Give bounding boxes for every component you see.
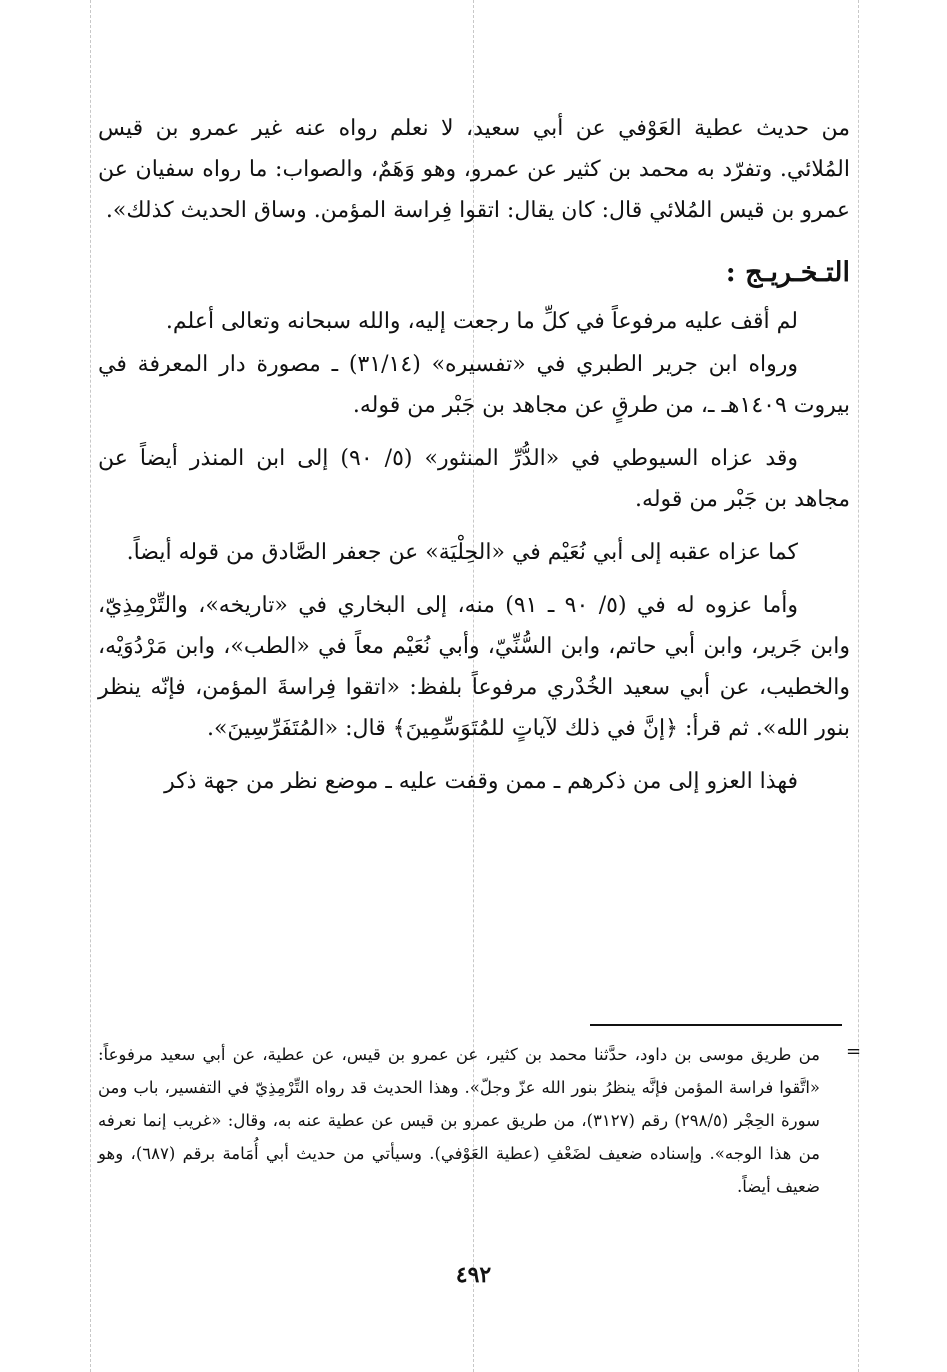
continuation-paragraph: من حديث عطية العَوْفي عن أبي سعيد، لا نعلم رواه عنه غير عمرو بن قيس المُلائي. وتفرّد به محمد بن كثير عن عمرو، وهو وَهَمٌ، والصواب: ما رواه سفيان عن عمرو بن قيس المُلائي قال: كان يقال: اتقوا فِراسة المؤمن. وساق الحديث كذلك». bbox=[98, 116, 851, 223]
takhrij-paragraph: وأما عزوه له في (٥/ ٩٠ ـ ٩١) منه، إلى البخاري في «تاريخه»، والتِّرْمِذِيّ، وابن جَرير، وابن أبي حاتم، وابن السُّنِّيّ، وأبي نُعَيْم معاً في «الطب»، وابن مَرْدُوَيْه، والخطيب، عن أبي سعيد الخُدْري مرفوعاً بلفظ: «اتقوا فِراسةَ المؤمن، فإنّه ينظر بنور الله». ثم قرأ: ﴿إنَّ في ذلك لآياتٍ للمُتَوَسِّمِينَ﴾ قال: «المُتَفَرِّسِينَ». bbox=[98, 593, 850, 741]
takhrij-paragraph: فهذا العزو إلى من ذكرهم ـ ممن وقفت عليه ـ موضع نظر من جهة ذكر bbox=[164, 769, 798, 794]
takhrij-paragraph: ورواه ابن جرير الطبري في «تفسيره» (٣١/١٤) ـ مصورة دار المعرفة في بيروت ١٤٠٩هـ ـ، من طرقٍ عن مجاهد بن جَبْر من قوله. bbox=[98, 352, 850, 418]
footnote-text: من طريق موسى بن داود، حدَّثنا محمد بن كثير، عن عمرو بن قيس، عن عطية، عن أبي سعيد مرفوعاً: «اتَّقوا فراسة المؤمن فإنَّه ينظرُ بنور الله عزّ وجلّ». وهذا الحديث قد رواه التِّرْمِذِيّ في التفسير، باب ومن سورة الحِجْر (٢٩٨/٥) رقم (٣١٢٧)، من طريق عمرو بن قيس عن عطية عنه به، وقال: «غريب إنما نعرفه من هذا الوجه». وإسناده ضعيف لضَعْفِ (عطية العَوْفي). وسيأتي من حديث أبي أُمَامة برقم (٦٨٧)، وهو ضعيف أيضاً. bbox=[98, 1045, 821, 1196]
footnote-continuation-marker: = bbox=[846, 1041, 862, 1062]
footnote-separator bbox=[590, 1024, 842, 1026]
main-text bbox=[98, 108, 850, 814]
section-heading-takhrij: التـخـريـج : bbox=[725, 257, 850, 288]
scan-guide-line bbox=[90, 0, 91, 1372]
page-number: ٤٩٢ bbox=[455, 1262, 492, 1288]
takhrij-paragraph: وقد عزاه السيوطي في «الدُّرِّ المنثور» (٥/ ٩٠) إلى ابن المنذر أيضاً عن مجاهد بن جَبْر من قوله. bbox=[98, 446, 850, 512]
scan-guide-line bbox=[858, 0, 859, 1372]
takhrij-paragraph: كما عزاه عقبه إلى أبي نُعَيْم في «الحِلْيَة» عن جعفر الصَّادق من قوله أيضاً. bbox=[126, 540, 798, 565]
takhrij-paragraph: لم أقف عليه مرفوعاً في كلِّ ما رجعت إليه، والله سبحانه وتعالى أعلم. bbox=[165, 309, 798, 334]
